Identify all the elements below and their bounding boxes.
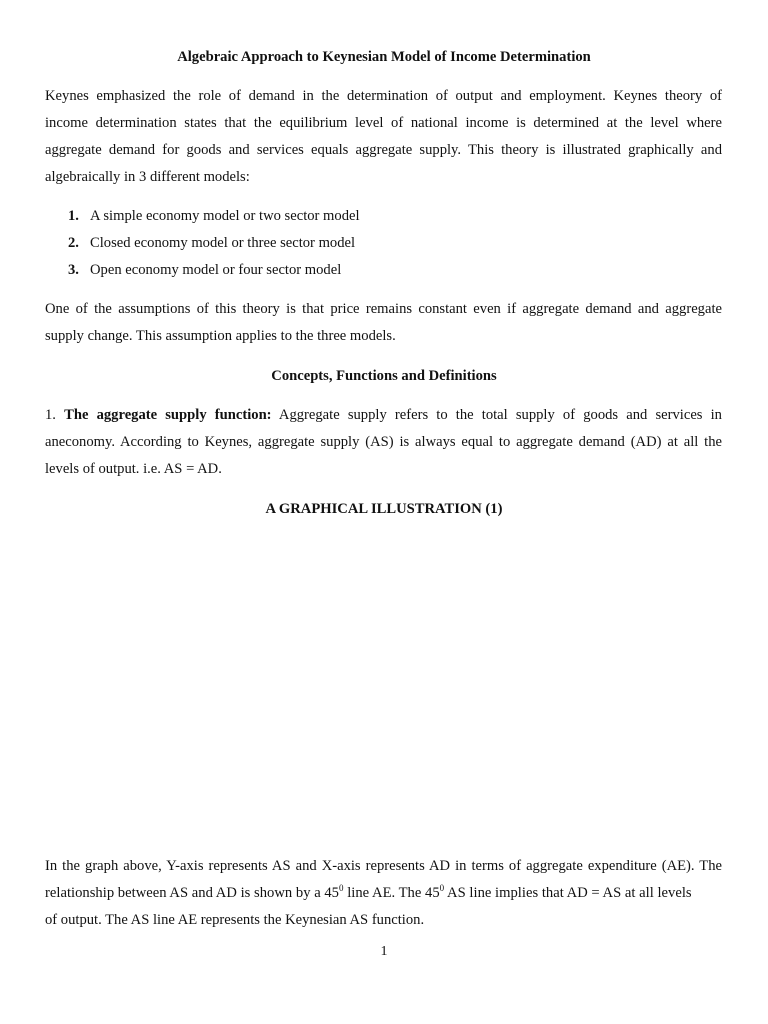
intro-line-1: Keynes emphasized the role of demand in the determination of output and employment. Keynes theory of [45, 88, 722, 104]
list-item [68, 207, 668, 225]
as-function-line-1 [45, 406, 722, 424]
graph-text-line-3: of output. The AS line AE represents the Keynesian AS function. [45, 912, 425, 928]
intro-line-3: aggregate demand for goods and services equals aggregate supply. This theory is illustrated graphically and [45, 142, 722, 158]
degree-superscript: 0 [339, 883, 344, 894]
intro-line-4: algebraically in 3 different models: [45, 169, 250, 185]
graph-heading: A GRAPHICAL ILLUSTRATION (1) [265, 501, 503, 517]
list-item-text: A simple economy model or two sector model [90, 208, 360, 224]
section-heading: Concepts, Functions and Definitions [271, 368, 497, 384]
list-item-number: 3. [68, 262, 79, 278]
intro-line-2: income determination states that the equilibrium level of national income is determined at the level where [45, 115, 722, 131]
graph-text-part: AS line implies that AD = AS at all levels [444, 885, 692, 901]
list-item-number: 1. [68, 208, 79, 224]
document-title: Algebraic Approach to Keynesian Model of Income Determination [177, 49, 591, 65]
graph-text-part: relationship between AS and AD is shown by a 45 [45, 885, 339, 901]
as-function-number: 1. [45, 407, 56, 423]
list-item-text: Open economy model or four sector model [90, 262, 342, 278]
as-function-definition: Aggregate supply refers to the total supply of goods and services in [278, 407, 722, 423]
as-function-line-2: aneconomy. According to Keynes, aggregate supply (AS) is always equal to aggregate demand (AD) at all the [45, 434, 722, 450]
graph-text-line-2 [45, 884, 722, 902]
list-item [68, 261, 668, 279]
as-function-term: The aggregate supply function: [64, 407, 272, 423]
graph-text-part: line AE. The 45 [343, 885, 440, 901]
graph-placeholder [45, 525, 722, 845]
assumption-line-1: One of the assumptions of this theory is that price remains constant even if aggregate demand and aggregate [45, 301, 722, 317]
degree-superscript: 0 [439, 883, 445, 894]
graph-text-line-1: In the graph above, Y-axis represents AS and X-axis represents AD in terms of aggregate expenditure (AE). The [45, 858, 722, 874]
list-item-text: Closed economy model or three sector model [90, 235, 356, 251]
page-number: 1 [380, 944, 388, 959]
as-function-line-3: levels of output. i.e. AS = AD. [45, 461, 222, 477]
list-item [68, 234, 668, 252]
assumption-line-2: supply change. This assumption applies to the three models. [45, 328, 396, 344]
list-item-number: 2. [68, 235, 79, 251]
